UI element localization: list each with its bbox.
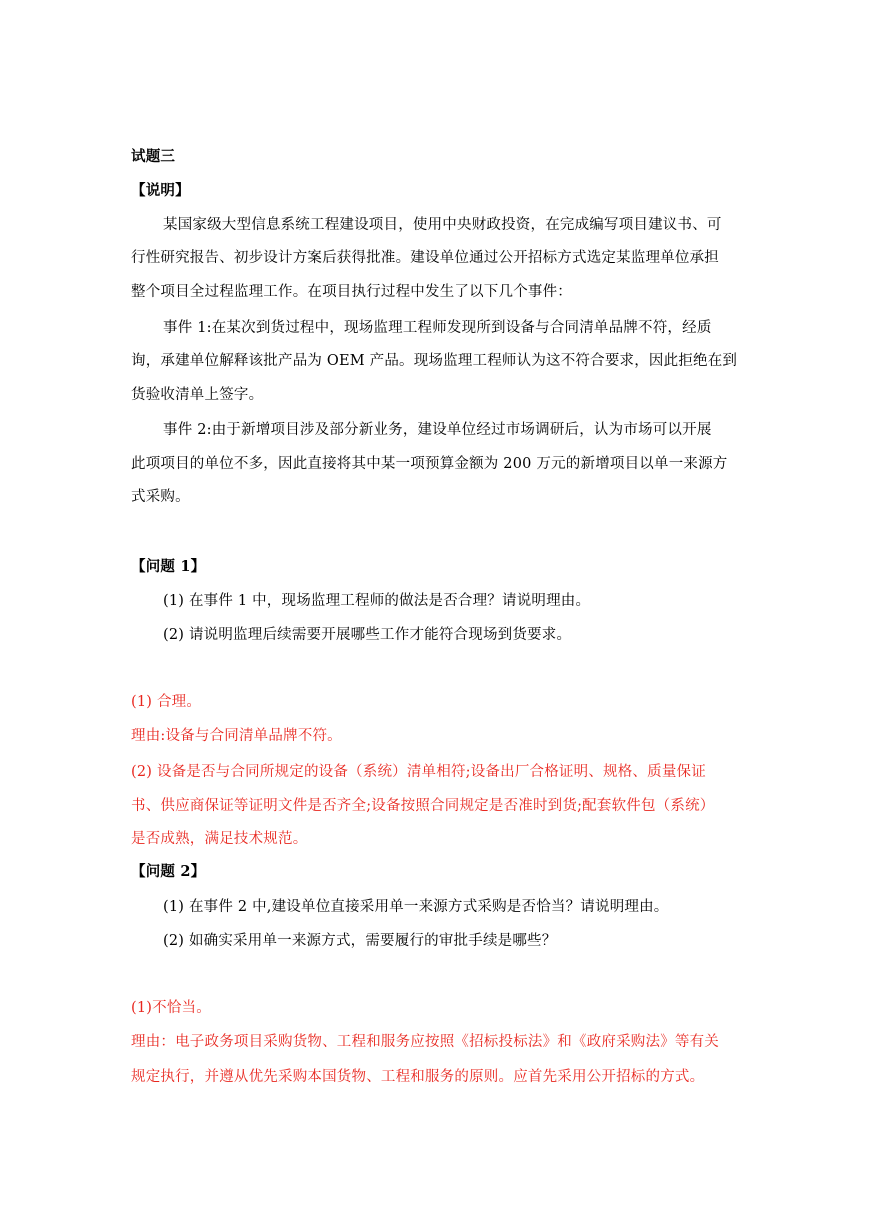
question-2-item: (2) 如确实采用单一来源方式，需要履行的审批手续是哪些？ <box>163 933 557 949</box>
answer-1-line: (2) 设备是否与合同所规定的设备（系统）清单相符;设备出厂合格证明、规格、质量保证 <box>131 764 706 780</box>
description-line: 询，承建单位解释该批产品为 OEM 产品。现场监理工程师认为这不符合要求，因此拒绝在到 <box>131 353 738 369</box>
question-2-item: (1) 在事件 2 中,建设单位直接采用单一来源方式采购是否恰当？请说明理由。 <box>163 899 669 915</box>
description-line: 行性研究报告、初步设计方案后获得批准。建设单位通过公开招标方式选定某监理单位承担 <box>131 250 719 266</box>
question-1-item: (1) 在事件 1 中，现场监理工程师的做法是否合理？请说明理由。 <box>163 593 591 609</box>
description-line: 事件 2:由于新增项目涉及部分新业务，建设单位经过市场调研后，认为市场可以开展 <box>163 422 712 438</box>
answer-1-line: 是否成熟，满足技术规范。 <box>131 831 308 847</box>
page-title: 试题三 <box>131 148 176 165</box>
answer-2-line: 规定执行，并遵从优先采购本国货物、工程和服务的原则。应首先采用公开招标的方式。 <box>131 1069 705 1085</box>
question-1-heading: 【问题 1】 <box>131 558 206 575</box>
description-line: 货验收清单上签字。 <box>131 387 264 403</box>
description-line: 此项项目的单位不多，因此直接将其中某一项预算金额为 200 万元的新增项目以单一来源方 <box>131 456 728 472</box>
question-2-heading: 【问题 2】 <box>131 863 206 880</box>
description-line: 事件 1:在某次到货过程中，现场监理工程师发现所到设备与合同清单品牌不符，经质 <box>163 320 712 336</box>
answer-2-line: (1)不恰当。 <box>131 1000 211 1016</box>
answer-1-line: (1) 合理。 <box>131 694 202 710</box>
description-line: 某国家级大型信息系统工程建设项目，使用中央财政投资，在完成编写项目建议书、可 <box>163 217 722 233</box>
description-line: 式采购。 <box>131 489 190 505</box>
description-line: 整个项目全过程监理工作。在项目执行过程中发生了以下几个事件： <box>131 284 572 300</box>
answer-2-line: 理由：电子政务项目采购货物、工程和服务应按照《招标投标法》和《政府采购法》等有关 <box>131 1034 719 1050</box>
question-1-item: (2) 请说明监理后续需要开展哪些工作才能符合现场到货要求。 <box>163 627 572 643</box>
answer-1-line: 书、供应商保证等证明文件是否齐全;设备按照合同规定是否准时到货;配套软件包（系统） <box>131 798 715 814</box>
answer-1-line: 理由:设备与合同清单品牌不符。 <box>131 728 342 744</box>
description-heading: 【说明】 <box>131 182 190 199</box>
